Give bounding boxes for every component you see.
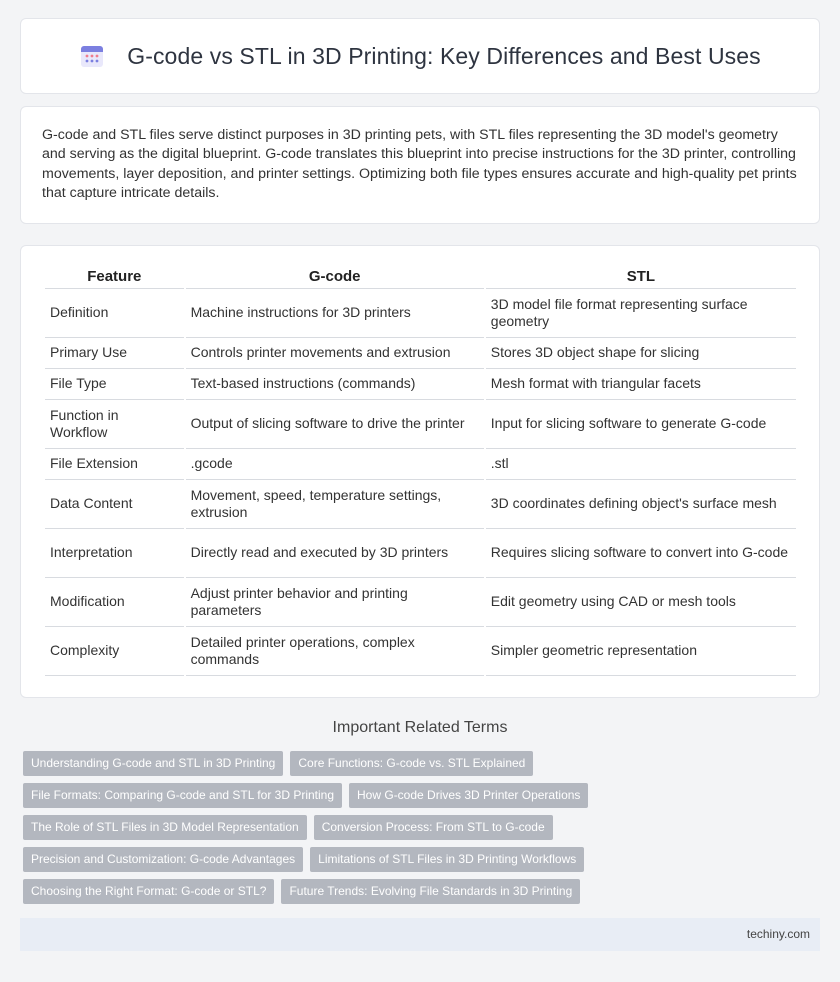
related-tag[interactable]: Choosing the Right Format: G-code or STL?	[23, 879, 274, 904]
cell-feature: Complexity	[45, 627, 184, 676]
header-feature: Feature	[45, 266, 184, 289]
table-row	[45, 578, 796, 627]
cell-gcode: Controls printer movements and extrusion	[186, 338, 484, 369]
related-terms-title: Important Related Terms	[332, 719, 508, 736]
tag-row	[23, 751, 813, 783]
intro-card	[20, 106, 820, 224]
cell-gcode: Text-based instructions (commands)	[186, 369, 484, 400]
cell-feature: Data Content	[45, 480, 184, 529]
footer-brand[interactable]: techiny.com	[746, 927, 810, 941]
cell-feature: Definition	[45, 289, 184, 338]
table-row	[45, 529, 796, 578]
tag-row	[23, 847, 813, 879]
cell-stl: 3D coordinates defining object's surface mesh	[486, 480, 796, 529]
header-stl: STL	[486, 266, 796, 289]
cell-stl: Stores 3D object shape for slicing	[486, 338, 796, 369]
table-row	[45, 627, 796, 676]
comparison-table	[43, 266, 798, 676]
table-row	[45, 480, 796, 529]
table-row	[45, 338, 796, 369]
tag-row	[23, 879, 813, 911]
table-row	[45, 289, 796, 338]
table-row	[45, 400, 796, 449]
table-header-row	[45, 266, 796, 289]
related-tag[interactable]: Future Trends: Evolving File Standards in 3D Printing	[281, 879, 580, 904]
cell-gcode: Machine instructions for 3D printers	[186, 289, 484, 338]
cell-gcode: Directly read and executed by 3D printers	[186, 529, 484, 578]
cell-gcode: .gcode	[186, 449, 484, 480]
cell-stl: Edit geometry using CAD or mesh tools	[486, 578, 796, 627]
comparison-table-card	[20, 245, 820, 698]
tag-row	[23, 815, 813, 847]
related-tag[interactable]: Conversion Process: From STL to G-code	[314, 815, 553, 840]
cell-feature: Interpretation	[45, 529, 184, 578]
cell-gcode: Movement, speed, temperature settings, extrusion	[186, 480, 484, 529]
header-gcode: G-code	[186, 266, 484, 289]
related-tag[interactable]: File Formats: Comparing G-code and STL for 3D Printing	[23, 783, 342, 808]
calendar-icon	[79, 43, 105, 69]
footer	[20, 918, 820, 951]
tag-row	[23, 783, 813, 815]
table-row	[45, 369, 796, 400]
page-title: G-code vs STL in 3D Printing: Key Differences and Best Uses	[127, 42, 761, 69]
cell-gcode: Output of slicing software to drive the printer	[186, 400, 484, 449]
related-tag[interactable]: Limitations of STL Files in 3D Printing Workflows	[310, 847, 584, 872]
cell-gcode: Detailed printer operations, complex commands	[186, 627, 484, 676]
related-tag[interactable]: Precision and Customization: G-code Advantages	[23, 847, 303, 872]
table-row	[45, 449, 796, 480]
cell-feature: File Type	[45, 369, 184, 400]
cell-stl: .stl	[486, 449, 796, 480]
cell-feature: Primary Use	[45, 338, 184, 369]
intro-paragraph: G-code and STL files serve distinct purposes in 3D printing pets, with STL files representing the 3D model's geometry and serving as the digital blueprint. G-code translates this blueprint into precise instructions for the 3D printer, controlling movements, layer deposition, and printer settings. Optimizing both file types ensures accurate and high-quality pet prints that capture intricate details.	[42, 127, 797, 201]
cell-stl: Requires slicing software to convert into G-code	[486, 529, 796, 578]
related-tags	[23, 751, 813, 911]
cell-stl: 3D model file format representing surface geometry	[486, 289, 796, 338]
related-tag[interactable]: Understanding G-code and STL in 3D Printing	[23, 751, 283, 776]
cell-stl: Simpler geometric representation	[486, 627, 796, 676]
related-tag[interactable]: Core Functions: G-code vs. STL Explained	[290, 751, 533, 776]
cell-feature: Modification	[45, 578, 184, 627]
cell-stl: Mesh format with triangular facets	[486, 369, 796, 400]
cell-gcode: Adjust printer behavior and printing parameters	[186, 578, 484, 627]
related-tag[interactable]: How G-code Drives 3D Printer Operations	[349, 783, 588, 808]
header-card	[20, 18, 820, 94]
cell-stl: Input for slicing software to generate G-code	[486, 400, 796, 449]
cell-feature: File Extension	[45, 449, 184, 480]
cell-feature: Function in Workflow	[45, 400, 184, 449]
related-tag[interactable]: The Role of STL Files in 3D Model Representation	[23, 815, 307, 840]
